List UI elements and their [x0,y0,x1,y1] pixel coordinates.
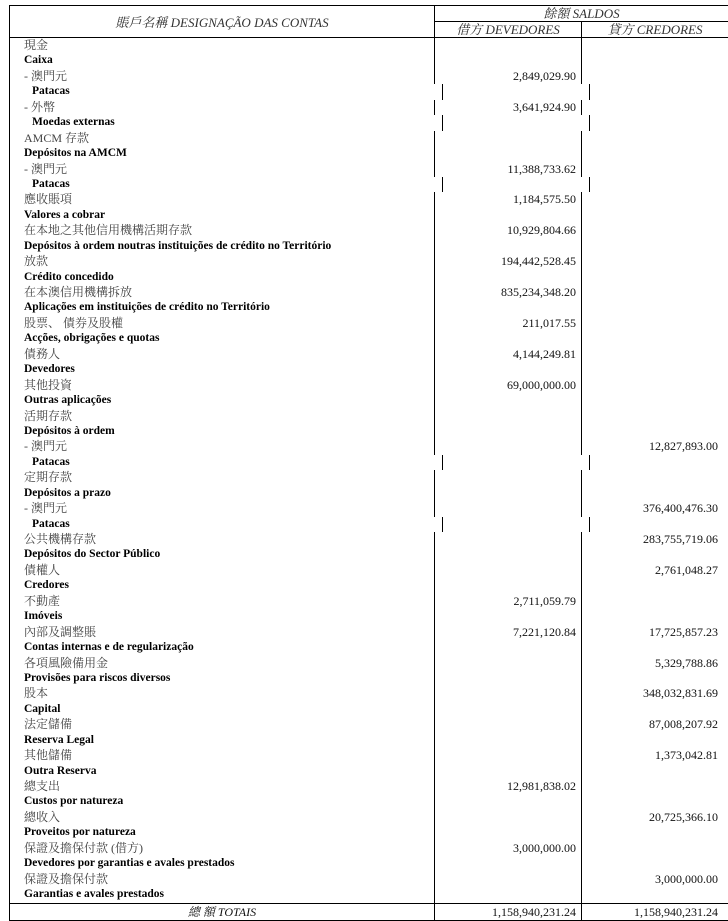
debit-value: 194,442,528.45 [435,254,582,269]
table-row [10,856,728,871]
table-row [10,764,728,779]
table-row [10,486,728,501]
table-row [10,841,728,856]
credit-value: 12,827,893.00 [649,439,718,454]
table-row [10,393,728,408]
debit-value [435,532,582,547]
debit-value [435,470,582,485]
debit-empty [435,825,582,840]
credit-value [582,409,728,424]
table-row [10,208,728,223]
debit-empty [435,208,582,223]
table-row [10,640,728,655]
debit-value [435,810,582,825]
account-name-chinese: 其他投資 [10,378,435,393]
credit-empty [582,825,728,840]
account-name-chinese: 債權人 [10,563,435,578]
credit-value [582,223,728,238]
debit-empty [443,84,590,99]
debit-value: 211,017.55 [435,316,582,331]
credit-value [582,470,728,485]
credit-empty [582,856,728,871]
table-row [10,671,728,686]
account-name-portuguese: Outra Reserva [10,764,435,779]
account-name-portuguese: Patacas [10,455,443,470]
table-row [10,316,728,331]
table-row [10,162,728,177]
debit-empty [443,115,590,130]
table-row [10,547,728,562]
table-row [10,517,728,532]
debit-empty [435,146,582,161]
debit-empty [435,547,582,562]
account-name-portuguese: Patacas [10,177,443,192]
table-row [10,887,728,902]
account-name-chinese: 股本 [10,686,435,701]
credit-empty [582,208,728,223]
table-body [10,38,728,903]
table-row [10,331,728,346]
credit-empty [590,455,728,470]
credit-empty [582,393,728,408]
account-name-portuguese: Depósitos do Sector Público [10,547,435,562]
totals-credit: 1,158,940,231.24 [634,904,718,919]
debit-empty [435,239,582,254]
table-row [10,84,728,99]
table-row [10,532,728,547]
account-name-chinese: AMCM 存款 [10,131,435,146]
table-row [10,563,728,578]
credit-value: 5,329,788.86 [655,655,718,670]
credit-empty [582,547,728,562]
table-row [10,748,728,763]
credit-value [582,254,728,269]
credit-empty [582,733,728,748]
totals-debit: 1,158,940,231.24 [435,904,582,920]
debit-empty [435,671,582,686]
debit-empty [435,856,582,871]
debit-value: 835,234,348.20 [435,285,582,300]
debit-empty [435,486,582,501]
debit-empty [435,733,582,748]
account-name-chinese: - 澳門元 [10,439,435,454]
table-row [10,794,728,809]
debit-value [435,131,582,146]
debit-value: 3,000,000.00 [435,841,582,856]
table-row [10,717,728,732]
account-name-portuguese: Depósitos a prazo [10,486,435,501]
account-name-chinese: 債務人 [10,347,435,362]
account-name-chinese: 其他儲備 [10,748,435,763]
credit-empty [582,239,728,254]
debit-value [435,717,582,732]
account-name-portuguese: Devedores por garantias e avales prestados [10,856,435,871]
table-row [10,470,728,485]
credit-value: 1,373,042.81 [655,748,718,763]
table-row [10,146,728,161]
credit-value [582,131,728,146]
credit-empty [582,640,728,655]
debit-empty [435,53,582,68]
credit-value [582,779,728,794]
table-row [10,625,728,640]
account-name-portuguese: Proveitos por natureza [10,825,435,840]
debit-value: 12,981,838.02 [435,779,582,794]
table-row [10,223,728,238]
credit-empty [582,331,728,346]
table-row [10,38,728,53]
debit-value: 4,144,249.81 [435,347,582,362]
table-row [10,455,728,470]
credit-empty [590,115,728,130]
debit-empty [435,331,582,346]
account-name-chinese: 總支出 [10,779,435,794]
table-row [10,69,728,84]
debit-value [435,38,582,53]
debit-value [435,872,582,887]
table-row [10,131,728,146]
credit-empty [582,362,728,377]
account-name-portuguese: Depósitos à ordem noutras instituições de crédito no Território [10,239,435,254]
table-row [10,177,728,192]
debit-value: 3,641,924.90 [435,100,582,115]
account-name-portuguese: Aplicações em instituições de crédito no Território [10,300,435,315]
account-name-portuguese: Depósitos na AMCM [10,146,435,161]
trial-balance-table [9,5,728,921]
credit-value [582,841,728,856]
totals-row [10,903,728,921]
account-name-portuguese: Caixa [10,53,435,68]
account-name-chinese: 保證及擔保付款 [10,872,435,887]
account-name-chinese: 不動產 [10,594,435,609]
table-row [10,779,728,794]
table-row [10,300,728,315]
credit-empty [590,177,728,192]
table-row [10,347,728,362]
credit-empty [590,517,728,532]
account-name-portuguese: Patacas [10,517,443,532]
account-name-chinese: 放款 [10,254,435,269]
account-name-chinese: 在本地之其他信用機構活期存款 [10,223,435,238]
table-row [10,378,728,393]
table-row [10,424,728,439]
credit-empty [582,486,728,501]
balances-header: 餘額 SALDOS [435,6,728,22]
debit-empty [443,455,590,470]
account-name-portuguese: Custos por natureza [10,794,435,809]
debit-value: 1,184,575.50 [435,192,582,207]
credit-value: 283,755,719.06 [643,532,718,546]
debit-empty [435,578,582,593]
account-name-portuguese: Reserva Legal [10,733,435,748]
table-row [10,115,728,130]
table-row [10,656,728,671]
credit-value: 2,761,048.27 [655,562,718,577]
table-row [10,362,728,377]
table-row [10,239,728,254]
debit-column-header: 借方 DEVEDORES [435,22,582,37]
account-name-chinese: 在本澳信用機構拆放 [10,285,435,300]
table-row [10,192,728,207]
credit-empty [582,609,728,624]
table-row [10,270,728,285]
account-name-portuguese: Valores a cobrar [10,208,435,223]
account-name-chinese: 各項風險備用金 [10,656,435,671]
credit-empty [582,424,728,439]
credit-value [582,38,728,53]
credit-value: 376,400,476.30 [643,501,718,516]
account-name-chinese: 公共機構存款 [10,532,435,547]
credit-empty [582,270,728,285]
debit-value [435,686,582,701]
debit-value: 7,221,120.84 [435,625,582,640]
credit-empty [582,671,728,686]
account-name-chinese: 活期存款 [10,409,435,424]
credit-empty [590,84,728,99]
table-header [10,6,728,38]
credit-value: 348,032,831.69 [643,686,718,701]
debit-value [435,501,582,516]
account-name-portuguese: Contas internas e de regularização [10,640,435,655]
debit-empty [435,424,582,439]
credit-empty [582,578,728,593]
table-row [10,686,728,701]
account-name-portuguese: Capital [10,702,435,717]
debit-empty [435,393,582,408]
credit-value [582,316,728,331]
debit-empty [443,177,590,192]
account-name-portuguese: Garantias e avales prestados [10,887,435,902]
account-name-chinese: - 外幣 [10,100,435,115]
credit-empty [582,794,728,809]
debit-empty [443,517,590,532]
debit-empty [435,609,582,624]
table-row [10,825,728,840]
credit-empty [582,146,728,161]
account-name-portuguese: Moedas externas [10,115,443,130]
credit-column-header: 貸方 CREDORES [607,22,703,37]
table-row [10,733,728,748]
account-name-portuguese: Imóveis [10,609,435,624]
credit-value: 87,008,207.92 [649,717,718,732]
account-name-chinese: 總收入 [10,810,435,825]
table-row [10,810,728,825]
table-row [10,285,728,300]
debit-empty [435,794,582,809]
account-name-chinese: 法定儲備 [10,717,435,732]
table-row [10,439,728,454]
debit-value: 11,388,733.62 [435,162,582,177]
credit-empty [582,702,728,717]
account-name-portuguese: Crédito concedido [10,270,435,285]
debit-value: 2,711,059.79 [435,594,582,609]
account-column-header: 賬戶名稱 DESIGNAÇÃO DAS CONTAS [10,6,435,37]
credit-value [582,69,728,84]
table-row [10,872,728,887]
credit-value: 17,725,857.23 [649,624,718,639]
credit-value: 20,725,366.10 [649,809,718,824]
debit-value [435,409,582,424]
table-row [10,578,728,593]
account-name-portuguese: Depósitos à ordem [10,424,435,439]
table-row [10,609,728,624]
debit-value: 10,929,804.66 [435,223,582,238]
debit-empty [435,300,582,315]
account-name-chinese: - 澳門元 [10,69,435,84]
account-name-chinese: 現金 [10,38,435,53]
debit-value: 2,849,029.90 [435,69,582,84]
table-row [10,501,728,516]
account-name-chinese: 內部及調整賬 [10,625,435,640]
debit-value [435,748,582,763]
debit-empty [435,270,582,285]
account-name-chinese: 保證及擔保付款 (借方) [10,841,435,856]
account-name-portuguese: Devedores [10,362,435,377]
account-name-chinese: - 澳門元 [10,501,435,516]
credit-value [582,192,728,207]
table-row [10,53,728,68]
debit-empty [435,764,582,779]
account-name-chinese: - 澳門元 [10,162,435,177]
totals-label: 總 額 TOTAIS [10,904,435,920]
debit-value [435,656,582,671]
credit-empty [582,764,728,779]
table-row [10,409,728,424]
account-name-portuguese: Acções, obrigações e quotas [10,331,435,346]
debit-empty [435,887,582,902]
debit-empty [435,640,582,655]
credit-value [582,594,728,609]
debit-empty [435,702,582,717]
credit-empty [582,53,728,68]
debit-value [435,563,582,578]
credit-empty [582,300,728,315]
table-row [10,594,728,609]
credit-value [582,100,728,115]
credit-value [582,285,728,300]
debit-empty [435,362,582,377]
table-row [10,100,728,115]
credit-value [582,162,728,177]
debit-value: 69,000,000.00 [435,378,582,393]
account-name-portuguese: Provisões para riscos diversos [10,671,435,686]
credit-value [582,378,728,393]
credit-value [582,347,728,362]
table-row [10,254,728,269]
account-name-chinese: 定期存款 [10,470,435,485]
debit-value [435,439,582,454]
account-name-chinese: 應收賬項 [10,192,435,207]
account-name-chinese: 股票、 債券及股權 [10,316,435,331]
account-name-portuguese: Credores [10,578,435,593]
table-row [10,702,728,717]
credit-empty [582,887,728,902]
account-name-portuguese: Outras aplicações [10,393,435,408]
account-name-portuguese: Patacas [10,84,443,99]
credit-value: 3,000,000.00 [655,871,718,886]
